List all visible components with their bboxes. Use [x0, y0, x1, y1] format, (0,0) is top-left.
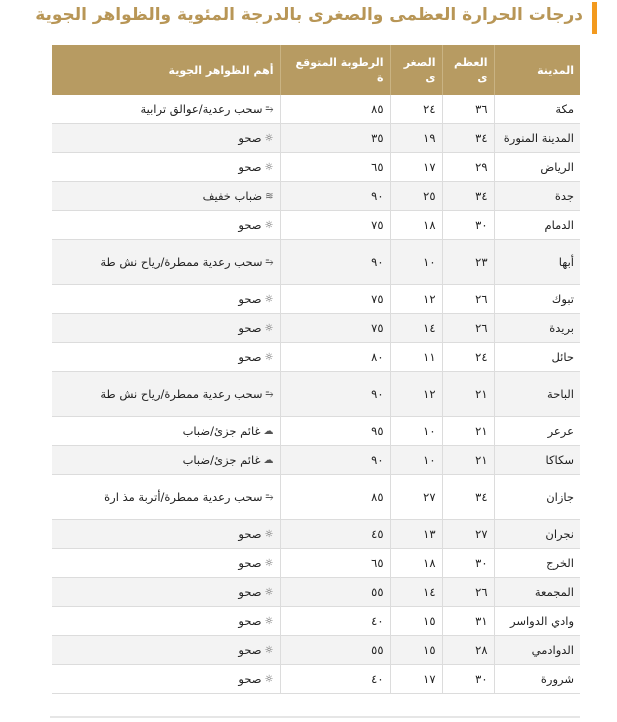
weather-info — [238, 321, 273, 336]
cell-min: ١٢ — [390, 372, 442, 417]
weather-info — [238, 672, 273, 687]
title-accent-bar — [592, 2, 597, 34]
weather-text: صحو — [238, 160, 262, 174]
table-row — [52, 314, 580, 343]
cell-city: الرياض — [494, 153, 580, 182]
cell-humidity: ٤٠ — [280, 607, 390, 636]
table-row — [52, 475, 580, 520]
table-row — [52, 607, 580, 636]
cell-city: شرورة — [494, 665, 580, 694]
weather-info — [183, 424, 274, 439]
cell-weather — [52, 153, 280, 182]
cell-humidity: ٤٠ — [280, 665, 390, 694]
cell-humidity: ٣٥ — [280, 124, 390, 153]
table-row — [52, 636, 580, 665]
sun-icon: ☼ — [264, 352, 274, 363]
page-title: درجات الحرارة العظمى والصغرى بالدرجة المئوية والظواهر الجوية — [35, 5, 583, 25]
cell-min: ١٤ — [390, 578, 442, 607]
cell-weather — [52, 636, 280, 665]
table-header-row — [52, 45, 580, 95]
cell-max: ٣٠ — [442, 211, 494, 240]
cell-city: الباحة — [494, 372, 580, 417]
cell-humidity: ٦٥ — [280, 153, 390, 182]
partly-cloudy-icon: ☁ — [263, 455, 274, 466]
table-row — [52, 182, 580, 211]
weather-info — [238, 131, 273, 146]
weather-text: غائم جزئ/ضباب — [182, 424, 261, 438]
cell-weather — [52, 343, 280, 372]
cell-humidity: ٤٥ — [280, 520, 390, 549]
cell-city: تبوك — [494, 285, 580, 314]
table-row — [52, 95, 580, 124]
cell-weather — [52, 665, 280, 694]
weather-info — [238, 585, 273, 600]
header-humidity: الرطوبة المتوقع ة — [280, 45, 390, 95]
weather-info — [238, 350, 273, 365]
cell-weather — [52, 578, 280, 607]
cell-weather — [52, 417, 280, 446]
cell-humidity: ٧٥ — [280, 285, 390, 314]
cell-max: ٣٠ — [442, 665, 494, 694]
cell-weather — [52, 314, 280, 343]
cell-city: أبها — [494, 240, 580, 285]
weather-info — [100, 387, 273, 402]
weather-info — [238, 292, 273, 307]
cell-weather — [52, 549, 280, 578]
cell-max: ٢٤ — [442, 343, 494, 372]
cell-min: ١١ — [390, 343, 442, 372]
weather-text: صحو — [238, 218, 262, 232]
partly-cloudy-icon: ☁ — [263, 426, 274, 437]
cell-weather — [52, 95, 280, 124]
weather-text: صحو — [238, 131, 262, 145]
fog-icon: ≋ — [265, 191, 274, 202]
weather-text: سحب رعدية ممطرة/أتربة مذ ارة — [104, 490, 263, 504]
cell-humidity: ٩٠ — [280, 182, 390, 211]
cell-max: ٢٦ — [442, 314, 494, 343]
weather-text: سحب رعدية ممطرة/رياح نش طة — [100, 255, 263, 269]
cell-weather — [52, 520, 280, 549]
table-row — [52, 343, 580, 372]
cell-min: ١٢ — [390, 285, 442, 314]
cell-weather — [52, 211, 280, 240]
cell-max: ٢٨ — [442, 636, 494, 665]
weather-text: صحو — [238, 614, 262, 628]
weather-info — [238, 556, 273, 571]
header-city: المدينة — [494, 45, 580, 95]
header-max: العظم ى — [442, 45, 494, 95]
cell-min: ١٨ — [390, 549, 442, 578]
cell-min: ١٠ — [390, 417, 442, 446]
weather-text: صحو — [238, 643, 262, 657]
cell-min: ١٤ — [390, 314, 442, 343]
weather-info — [238, 160, 273, 175]
weather-info — [238, 614, 273, 629]
cell-humidity: ٥٥ — [280, 578, 390, 607]
cell-max: ٣٤ — [442, 182, 494, 211]
cell-humidity: ٨٠ — [280, 343, 390, 372]
table-row — [52, 285, 580, 314]
cell-max: ٣٤ — [442, 124, 494, 153]
sun-icon: ☼ — [264, 645, 274, 656]
bottom-divider — [50, 716, 580, 718]
cell-max: ٢٧ — [442, 520, 494, 549]
cloud-wind-icon: ⥱ — [265, 492, 274, 503]
table-row — [52, 665, 580, 694]
cell-min: ٢٥ — [390, 182, 442, 211]
table-row — [52, 520, 580, 549]
weather-text: صحو — [238, 556, 262, 570]
weather-text: صحو — [238, 321, 262, 335]
cell-min: ١٥ — [390, 636, 442, 665]
table-row — [52, 417, 580, 446]
cell-max: ٢٩ — [442, 153, 494, 182]
cell-city: بريدة — [494, 314, 580, 343]
weather-table-container — [52, 45, 580, 694]
header-min: الصغر ى — [390, 45, 442, 95]
cell-humidity: ٩٠ — [280, 446, 390, 475]
table-row — [52, 240, 580, 285]
sun-icon: ☼ — [264, 323, 274, 334]
table-row — [52, 153, 580, 182]
table-row — [52, 211, 580, 240]
table-row — [52, 372, 580, 417]
weather-text: صحو — [238, 527, 262, 541]
weather-info — [140, 102, 273, 117]
sun-icon: ☼ — [264, 616, 274, 627]
cell-weather — [52, 285, 280, 314]
cell-city: الدمام — [494, 211, 580, 240]
cell-min: ١٧ — [390, 153, 442, 182]
weather-text: سحب رعدية ممطرة/رياح نش طة — [100, 387, 263, 401]
weather-text: صحو — [238, 292, 262, 306]
cell-max: ٣٦ — [442, 95, 494, 124]
cell-weather — [52, 475, 280, 520]
sun-icon: ☼ — [264, 587, 274, 598]
weather-text: صحو — [238, 350, 262, 364]
table-row — [52, 549, 580, 578]
cell-city: الدوادمي — [494, 636, 580, 665]
cloud-wind-icon: ⥱ — [265, 389, 274, 400]
cloud-wind-icon: ⥱ — [265, 257, 274, 268]
cell-max: ٢١ — [442, 417, 494, 446]
cell-weather — [52, 240, 280, 285]
table-row — [52, 446, 580, 475]
cell-city: جازان — [494, 475, 580, 520]
sun-icon: ☼ — [264, 558, 274, 569]
cell-city: الخرج — [494, 549, 580, 578]
sun-icon: ☼ — [264, 674, 274, 685]
cell-humidity: ٩٥ — [280, 417, 390, 446]
cell-max: ٣١ — [442, 607, 494, 636]
sun-icon: ☼ — [264, 162, 274, 173]
cell-humidity: ٨٥ — [280, 95, 390, 124]
cell-city: سكاكا — [494, 446, 580, 475]
cell-humidity: ٥٥ — [280, 636, 390, 665]
sun-icon: ☼ — [264, 220, 274, 231]
table-body — [52, 95, 580, 694]
weather-info — [238, 643, 273, 658]
table-row — [52, 124, 580, 153]
cell-city: المجمعة — [494, 578, 580, 607]
cell-weather — [52, 124, 280, 153]
table-row — [52, 578, 580, 607]
cell-max: ٣٠ — [442, 549, 494, 578]
cell-min: ١٠ — [390, 446, 442, 475]
cloud-wind-icon: ⥱ — [265, 104, 274, 115]
cell-min: ١٩ — [390, 124, 442, 153]
cell-min: ١٨ — [390, 211, 442, 240]
cell-city: وادي الدواسر — [494, 607, 580, 636]
cell-weather — [52, 607, 280, 636]
cell-humidity: ٧٥ — [280, 211, 390, 240]
cell-weather — [52, 372, 280, 417]
cell-city: جدة — [494, 182, 580, 211]
sun-icon: ☼ — [264, 294, 274, 305]
weather-info — [203, 189, 274, 204]
cell-humidity: ٧٥ — [280, 314, 390, 343]
weather-info — [238, 527, 273, 542]
weather-text: ضباب خفيف — [202, 189, 263, 203]
cell-humidity: ٩٠ — [280, 240, 390, 285]
cell-min: ١٧ — [390, 665, 442, 694]
weather-text: صحو — [238, 672, 262, 686]
cell-max: ٣٤ — [442, 475, 494, 520]
cell-max: ٢٦ — [442, 285, 494, 314]
cell-weather — [52, 446, 280, 475]
cell-city: نجران — [494, 520, 580, 549]
cell-weather — [52, 182, 280, 211]
cell-humidity: ٨٥ — [280, 475, 390, 520]
cell-city: مكة — [494, 95, 580, 124]
sun-icon: ☼ — [264, 133, 274, 144]
header-weather: أهم الظواهر الجوية — [52, 45, 280, 95]
sun-icon: ☼ — [264, 529, 274, 540]
cell-city: المدينة المنورة — [494, 124, 580, 153]
cell-min: ٢٤ — [390, 95, 442, 124]
weather-table — [52, 45, 580, 694]
cell-humidity: ٦٥ — [280, 549, 390, 578]
cell-min: ١٠ — [390, 240, 442, 285]
cell-min: ٢٧ — [390, 475, 442, 520]
weather-info — [100, 255, 273, 270]
weather-text: غائم جزئ/ضباب — [182, 453, 261, 467]
cell-max: ٢٦ — [442, 578, 494, 607]
weather-text: صحو — [238, 585, 262, 599]
cell-max: ٢٣ — [442, 240, 494, 285]
weather-info — [104, 490, 273, 505]
cell-max: ٢١ — [442, 372, 494, 417]
weather-text: سحب رعدية/عوالق ترابية — [140, 102, 263, 116]
weather-info — [183, 453, 274, 468]
cell-min: ١٥ — [390, 607, 442, 636]
cell-humidity: ٩٠ — [280, 372, 390, 417]
cell-city: عرعر — [494, 417, 580, 446]
cell-min: ١٣ — [390, 520, 442, 549]
cell-max: ٢١ — [442, 446, 494, 475]
weather-info — [238, 218, 273, 233]
cell-city: حائل — [494, 343, 580, 372]
